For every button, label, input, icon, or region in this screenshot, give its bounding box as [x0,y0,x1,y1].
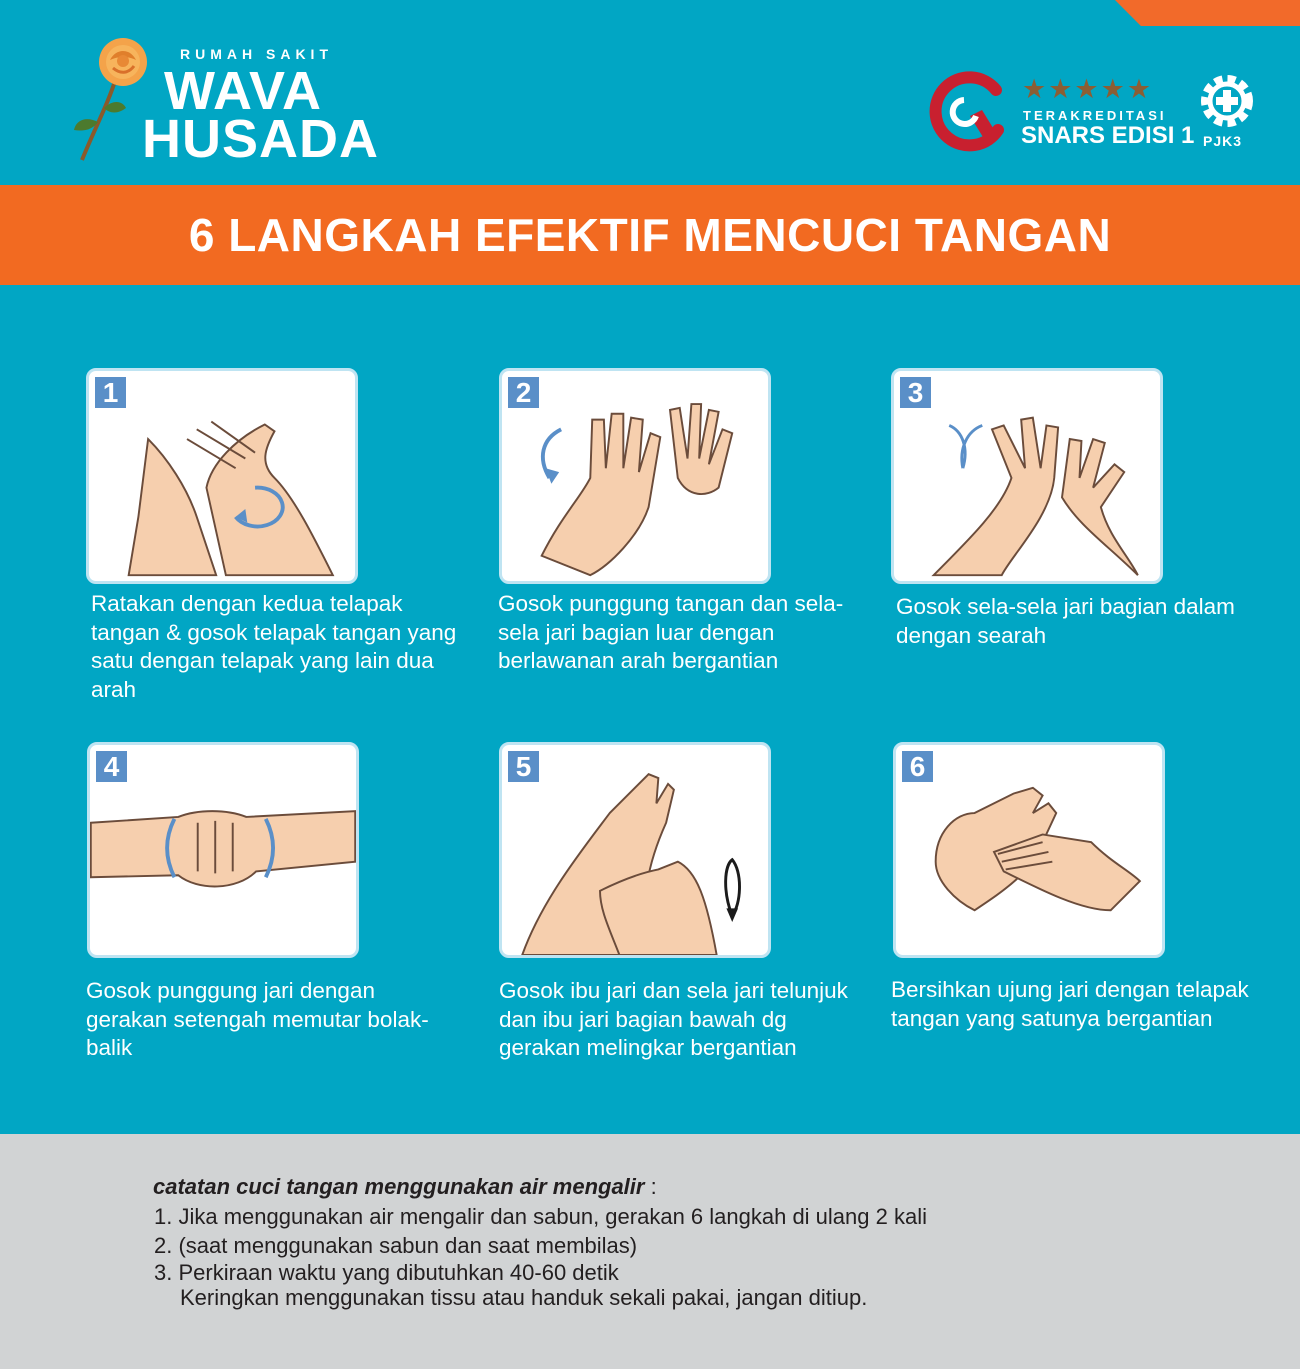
note-item-2-marker: 2. [154,1233,173,1258]
step-2-illustration [499,368,771,584]
step-4-illustration [87,742,359,958]
notes-title-colon: : [644,1174,657,1199]
step-6-illustration [893,742,1165,958]
step-6-number: 6 [902,751,933,782]
pjk3-gear-icon [1194,70,1260,132]
pjk3-label: PJK3 [1203,133,1243,149]
step-3-text: Gosok sela-sela jari bagian dalam dengan searah [896,594,1235,648]
note-item-1 [154,1203,927,1230]
step-4-number: 4 [96,751,127,782]
notes-title-text: catatan cuci tangan menggunakan air mengalir [153,1174,645,1199]
notes-title [153,1174,657,1200]
interlocked-fingers-icon [90,745,356,955]
kars-accreditation-icon [926,68,1010,152]
step-5-text: Gosok ibu jari dan sela jari telunjuk dan ibu jari bagian bawah dg gerakan melingkar bergantian [499,978,848,1060]
note-extra-line: Keringkan menggunakan tissu atau handuk sekali pakai, jangan ditiup. [180,1285,868,1310]
fingertips-palm-icon [896,745,1162,955]
step-4-text: Gosok punggung jari dengan gerakan setengah memutar bolak-balik [86,978,429,1060]
page-title: 6 LANGKAH EFEKTIF MENCUCI TANGAN [188,209,1112,261]
step-5-number: 5 [508,751,539,782]
step-3-number: 3 [900,377,931,408]
step-1-number: 1 [95,377,126,408]
title-banner [0,185,1300,285]
hospital-label: RUMAH SAKIT [180,46,333,62]
note-item-3 [154,1259,619,1286]
back-of-hands-icon [502,371,768,581]
step-6-text: Bersihkan ujung jari dengan telapak tangan yang satunya bergantian [891,977,1249,1031]
step-1-text: Ratakan dengan kedua telapak tangan & gosok telapak tangan yang satu dengan telapak yang lain dua arah [91,591,457,702]
note-item-3-marker: 3. [154,1260,173,1285]
interlaced-fingers-icon [894,371,1160,581]
accreditation-label: TERAKREDITASI [1023,108,1167,123]
palms-rubbing-icon [89,371,355,581]
step-1-illustration [86,368,358,584]
hospital-name-line2: HUSADA [142,109,380,169]
step-2-number: 2 [508,377,539,408]
note-item-2-text: (saat menggunakan sabun dan saat membilas) [178,1233,638,1258]
corner-accent [1115,0,1300,26]
step-3-illustration [891,368,1163,584]
accreditation-stars: ★★★★★ [1022,74,1154,104]
note-item-2 [154,1232,637,1259]
thumb-rotation-icon [502,745,768,955]
note-item-1-marker: 1. [154,1204,173,1229]
step-2-text: Gosok punggung tangan dan sela-sela jari bagian luar dengan berlawanan arah bergantian [498,591,844,673]
hospital-name-line1: WAVA [164,61,322,121]
accreditation-edition: SNARS EDISI 1 [1021,122,1195,149]
step-5-illustration [499,742,771,958]
note-item-3-text: Perkiraan waktu yang dibutuhkan 40-60 detik [178,1260,619,1285]
note-item-1-text: Jika menggunakan air mengalir dan sabun, gerakan 6 langkah di ulang 2 kali [178,1204,927,1229]
